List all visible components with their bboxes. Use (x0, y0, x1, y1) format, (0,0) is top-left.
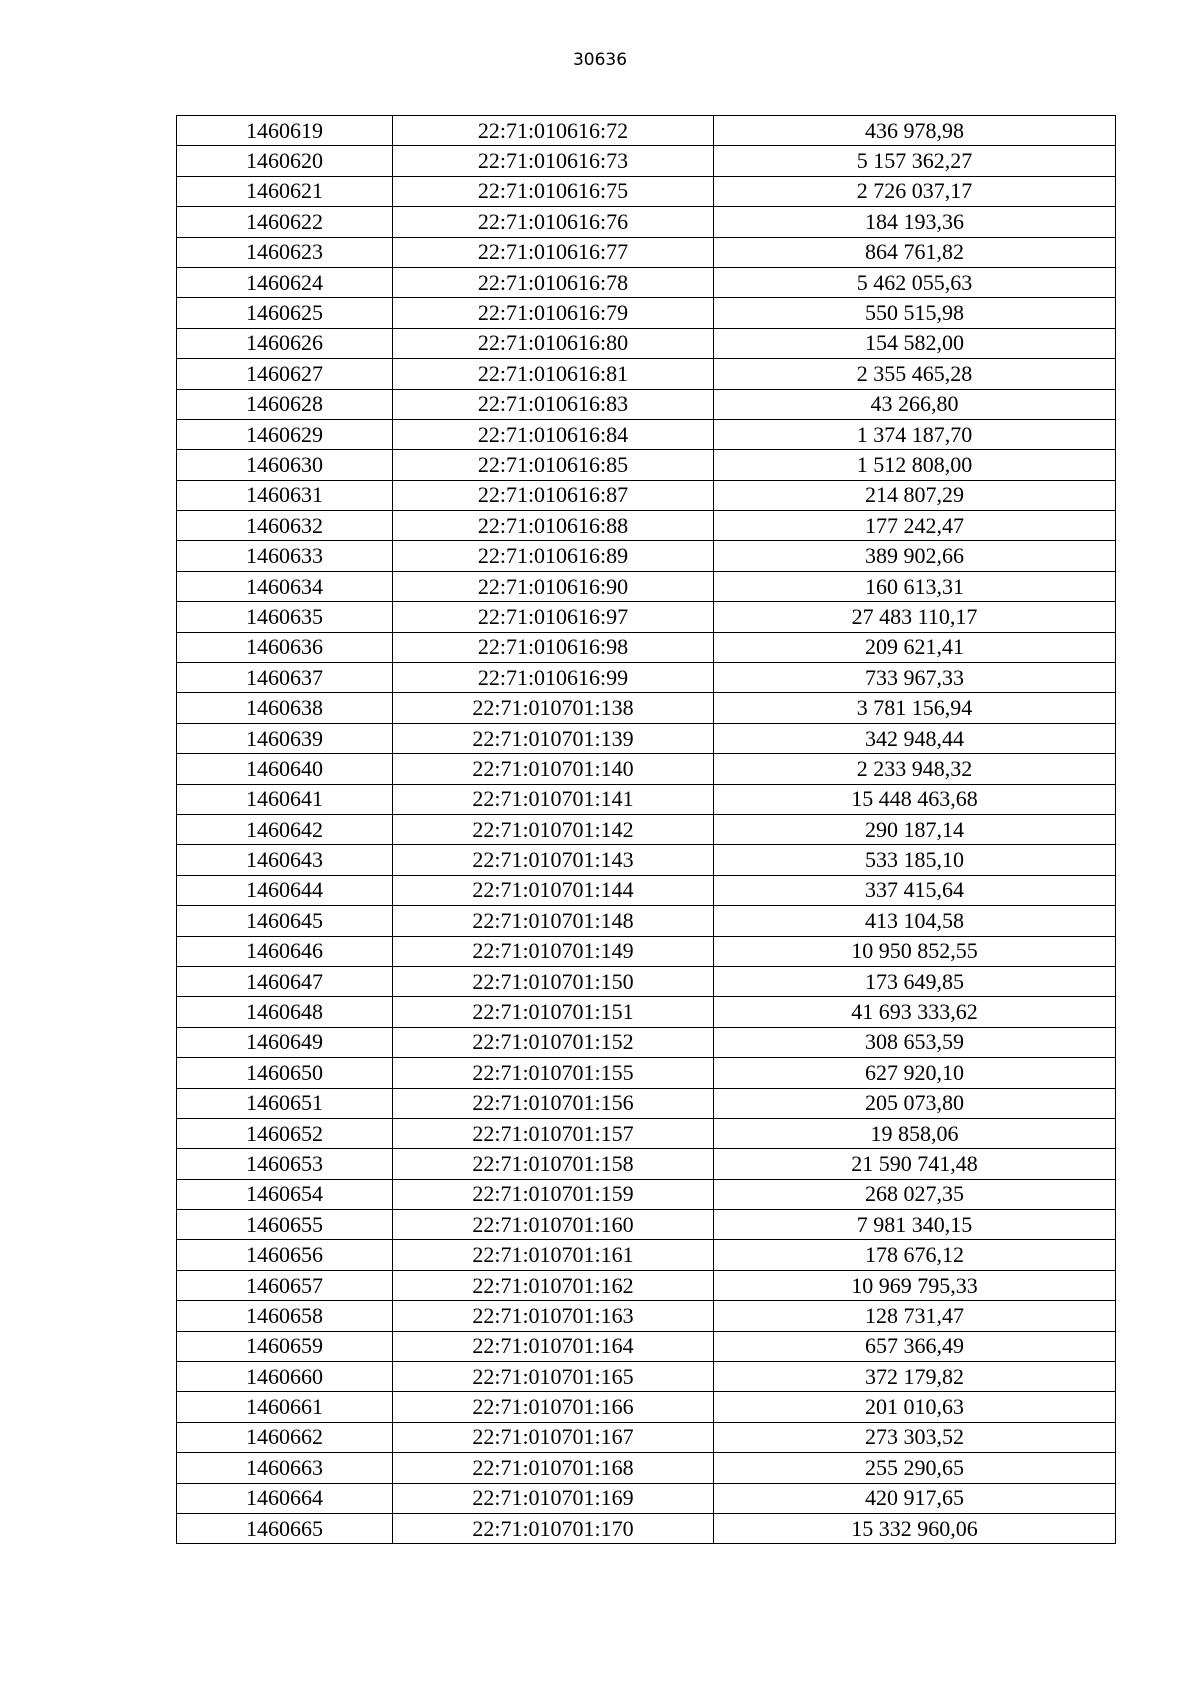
cadastral-number-cell: 22:71:010701:155 (393, 1058, 714, 1088)
cadastral-number-cell: 22:71:010701:143 (393, 845, 714, 875)
row-number-cell: 1460640 (177, 754, 393, 784)
cadastral-value-cell: 533 185,10 (714, 845, 1116, 875)
row-number-cell: 1460624 (177, 267, 393, 297)
table-row (177, 663, 1116, 693)
cadastral-number-cell: 22:71:010616:98 (393, 632, 714, 662)
row-number-cell: 1460661 (177, 1392, 393, 1422)
table-body (177, 116, 1116, 1544)
cadastral-number-cell: 22:71:010701:156 (393, 1088, 714, 1118)
table-row (177, 207, 1116, 237)
row-number-cell: 1460630 (177, 450, 393, 480)
row-number-cell: 1460652 (177, 1118, 393, 1148)
row-number-cell: 1460654 (177, 1179, 393, 1209)
page-number: 30636 (572, 50, 628, 70)
cadastral-value-cell: 7 981 340,15 (714, 1210, 1116, 1240)
row-number-cell: 1460657 (177, 1270, 393, 1300)
cadastral-number-cell: 22:71:010701:139 (393, 723, 714, 753)
table-row (177, 1331, 1116, 1361)
row-number-cell: 1460651 (177, 1088, 393, 1118)
cadastral-value-cell: 550 515,98 (714, 298, 1116, 328)
cadastral-value-cell: 273 303,52 (714, 1422, 1116, 1452)
cadastral-number-cell: 22:71:010701:167 (393, 1422, 714, 1452)
cadastral-number-cell: 22:71:010701:166 (393, 1392, 714, 1422)
cadastral-number-cell: 22:71:010701:161 (393, 1240, 714, 1270)
row-number-cell: 1460628 (177, 389, 393, 419)
table-row (177, 906, 1116, 936)
table-row (177, 298, 1116, 328)
cadastral-value-cell: 308 653,59 (714, 1027, 1116, 1057)
row-number-cell: 1460648 (177, 997, 393, 1027)
cadastral-number-cell: 22:71:010616:89 (393, 541, 714, 571)
cadastral-number-cell: 22:71:010616:88 (393, 511, 714, 541)
row-number-cell: 1460622 (177, 207, 393, 237)
row-number-cell: 1460619 (177, 116, 393, 146)
table-row (177, 1270, 1116, 1300)
cadastral-value-cell: 2 233 948,32 (714, 754, 1116, 784)
row-number-cell: 1460641 (177, 784, 393, 814)
cadastral-value-cell: 128 731,47 (714, 1301, 1116, 1331)
table-row (177, 602, 1116, 632)
table-row (177, 176, 1116, 206)
cadastral-number-cell: 22:71:010701:150 (393, 966, 714, 996)
cadastral-number-cell: 22:71:010701:157 (393, 1118, 714, 1148)
table-row (177, 267, 1116, 297)
row-number-cell: 1460620 (177, 146, 393, 176)
cadastral-value-cell: 2 726 037,17 (714, 176, 1116, 206)
cadastral-value-cell: 10 969 795,33 (714, 1270, 1116, 1300)
cadastral-value-cell: 657 366,49 (714, 1331, 1116, 1361)
cadastral-number-cell: 22:71:010616:79 (393, 298, 714, 328)
row-number-cell: 1460621 (177, 176, 393, 206)
table-row (177, 328, 1116, 358)
cadastral-number-cell: 22:71:010616:84 (393, 419, 714, 449)
table-row (177, 1453, 1116, 1483)
table-row (177, 359, 1116, 389)
cadastral-value-cell: 201 010,63 (714, 1392, 1116, 1422)
cadastral-value-cell: 372 179,82 (714, 1362, 1116, 1392)
row-number-cell: 1460663 (177, 1453, 393, 1483)
cadastral-number-cell: 22:71:010701:158 (393, 1149, 714, 1179)
cadastral-value-cell: 255 290,65 (714, 1453, 1116, 1483)
cadastral-number-cell: 22:71:010701:169 (393, 1483, 714, 1513)
cadastral-value-cell: 733 967,33 (714, 663, 1116, 693)
cadastral-value-cell: 389 902,66 (714, 541, 1116, 571)
cadastral-number-cell: 22:71:010701:162 (393, 1270, 714, 1300)
row-number-cell: 1460658 (177, 1301, 393, 1331)
cadastral-number-cell: 22:71:010701:140 (393, 754, 714, 784)
cadastral-number-cell: 22:71:010616:75 (393, 176, 714, 206)
table-row (177, 966, 1116, 996)
table-row (177, 784, 1116, 814)
cadastral-value-cell: 173 649,85 (714, 966, 1116, 996)
table-row (177, 1149, 1116, 1179)
row-number-cell: 1460645 (177, 906, 393, 936)
table-row (177, 541, 1116, 571)
table-row (177, 1210, 1116, 1240)
cadastral-number-cell: 22:71:010701:170 (393, 1513, 714, 1543)
row-number-cell: 1460625 (177, 298, 393, 328)
cadastral-value-table (176, 115, 1116, 1544)
cadastral-number-cell: 22:71:010616:76 (393, 207, 714, 237)
row-number-cell: 1460626 (177, 328, 393, 358)
row-number-cell: 1460636 (177, 632, 393, 662)
row-number-cell: 1460642 (177, 814, 393, 844)
table-row (177, 237, 1116, 267)
table-row (177, 1362, 1116, 1392)
row-number-cell: 1460631 (177, 480, 393, 510)
cadastral-value-cell: 160 613,31 (714, 571, 1116, 601)
table-row (177, 1118, 1116, 1148)
cadastral-number-cell: 22:71:010701:141 (393, 784, 714, 814)
table-row (177, 754, 1116, 784)
cadastral-number-cell: 22:71:010616:85 (393, 450, 714, 480)
cadastral-value-cell: 41 693 333,62 (714, 997, 1116, 1027)
cadastral-value-cell: 627 920,10 (714, 1058, 1116, 1088)
cadastral-number-cell: 22:71:010616:97 (393, 602, 714, 632)
table-row (177, 146, 1116, 176)
cadastral-number-cell: 22:71:010701:151 (393, 997, 714, 1027)
table-row (177, 571, 1116, 601)
table-row (177, 1483, 1116, 1513)
row-number-cell: 1460635 (177, 602, 393, 632)
table-row (177, 997, 1116, 1027)
table-row (177, 936, 1116, 966)
cadastral-value-cell: 337 415,64 (714, 875, 1116, 905)
row-number-cell: 1460656 (177, 1240, 393, 1270)
table-row (177, 1513, 1116, 1543)
table-row (177, 632, 1116, 662)
table-row (177, 1027, 1116, 1057)
cadastral-number-cell: 22:71:010701:164 (393, 1331, 714, 1361)
cadastral-number-cell: 22:71:010616:72 (393, 116, 714, 146)
cadastral-number-cell: 22:71:010701:149 (393, 936, 714, 966)
cadastral-number-cell: 22:71:010701:165 (393, 1362, 714, 1392)
table-row (177, 693, 1116, 723)
table-row (177, 419, 1116, 449)
row-number-cell: 1460623 (177, 237, 393, 267)
row-number-cell: 1460629 (177, 419, 393, 449)
cadastral-number-cell: 22:71:010701:142 (393, 814, 714, 844)
table-row (177, 814, 1116, 844)
row-number-cell: 1460627 (177, 359, 393, 389)
row-number-cell: 1460650 (177, 1058, 393, 1088)
cadastral-number-cell: 22:71:010616:99 (393, 663, 714, 693)
table-row (177, 116, 1116, 146)
table-row (177, 845, 1116, 875)
cadastral-value-cell: 268 027,35 (714, 1179, 1116, 1209)
cadastral-value-cell: 15 448 463,68 (714, 784, 1116, 814)
table-row (177, 1392, 1116, 1422)
cadastral-value-cell: 2 355 465,28 (714, 359, 1116, 389)
cadastral-value-cell: 864 761,82 (714, 237, 1116, 267)
cadastral-number-cell: 22:71:010701:163 (393, 1301, 714, 1331)
cadastral-number-cell: 22:71:010701:168 (393, 1453, 714, 1483)
cadastral-number-cell: 22:71:010701:144 (393, 875, 714, 905)
cadastral-number-cell: 22:71:010616:81 (393, 359, 714, 389)
cadastral-value-cell: 436 978,98 (714, 116, 1116, 146)
cadastral-number-cell: 22:71:010701:159 (393, 1179, 714, 1209)
cadastral-value-cell: 154 582,00 (714, 328, 1116, 358)
cadastral-value-cell: 21 590 741,48 (714, 1149, 1116, 1179)
table-row (177, 1240, 1116, 1270)
row-number-cell: 1460634 (177, 571, 393, 601)
table-row (177, 1422, 1116, 1452)
row-number-cell: 1460660 (177, 1362, 393, 1392)
table-row (177, 723, 1116, 753)
row-number-cell: 1460653 (177, 1149, 393, 1179)
cadastral-value-cell: 3 781 156,94 (714, 693, 1116, 723)
cadastral-value-cell: 177 242,47 (714, 511, 1116, 541)
cadastral-number-cell: 22:71:010701:138 (393, 693, 714, 723)
table-row (177, 1088, 1116, 1118)
cadastral-value-cell: 19 858,06 (714, 1118, 1116, 1148)
cadastral-value-cell: 5 462 055,63 (714, 267, 1116, 297)
cadastral-number-cell: 22:71:010701:160 (393, 1210, 714, 1240)
table-row (177, 511, 1116, 541)
cadastral-value-cell: 1 374 187,70 (714, 419, 1116, 449)
cadastral-number-cell: 22:71:010701:152 (393, 1027, 714, 1057)
table-row (177, 1301, 1116, 1331)
cadastral-value-cell: 420 917,65 (714, 1483, 1116, 1513)
table-row (177, 389, 1116, 419)
cadastral-number-cell: 22:71:010616:73 (393, 146, 714, 176)
row-number-cell: 1460659 (177, 1331, 393, 1361)
row-number-cell: 1460632 (177, 511, 393, 541)
row-number-cell: 1460665 (177, 1513, 393, 1543)
row-number-cell: 1460644 (177, 875, 393, 905)
cadastral-value-cell: 205 073,80 (714, 1088, 1116, 1118)
cadastral-number-cell: 22:71:010701:148 (393, 906, 714, 936)
cadastral-value-cell: 342 948,44 (714, 723, 1116, 753)
cadastral-value-cell: 43 266,80 (714, 389, 1116, 419)
cadastral-value-cell: 10 950 852,55 (714, 936, 1116, 966)
row-number-cell: 1460637 (177, 663, 393, 693)
cadastral-value-cell: 1 512 808,00 (714, 450, 1116, 480)
table-row (177, 1058, 1116, 1088)
cadastral-number-cell: 22:71:010616:83 (393, 389, 714, 419)
cadastral-value-cell: 27 483 110,17 (714, 602, 1116, 632)
cadastral-value-cell: 209 621,41 (714, 632, 1116, 662)
cadastral-value-cell: 290 187,14 (714, 814, 1116, 844)
cadastral-value-cell: 184 193,36 (714, 207, 1116, 237)
row-number-cell: 1460647 (177, 966, 393, 996)
row-number-cell: 1460646 (177, 936, 393, 966)
cadastral-value-cell: 5 157 362,27 (714, 146, 1116, 176)
row-number-cell: 1460664 (177, 1483, 393, 1513)
row-number-cell: 1460643 (177, 845, 393, 875)
cadastral-number-cell: 22:71:010616:78 (393, 267, 714, 297)
table-row (177, 1179, 1116, 1209)
cadastral-value-cell: 214 807,29 (714, 480, 1116, 510)
cadastral-value-cell: 178 676,12 (714, 1240, 1116, 1270)
table-row (177, 480, 1116, 510)
cadastral-number-cell: 22:71:010616:87 (393, 480, 714, 510)
cadastral-number-cell: 22:71:010616:80 (393, 328, 714, 358)
cadastral-number-cell: 22:71:010616:77 (393, 237, 714, 267)
row-number-cell: 1460662 (177, 1422, 393, 1452)
table-row (177, 875, 1116, 905)
cadastral-value-cell: 15 332 960,06 (714, 1513, 1116, 1543)
row-number-cell: 1460638 (177, 693, 393, 723)
row-number-cell: 1460633 (177, 541, 393, 571)
cadastral-number-cell: 22:71:010616:90 (393, 571, 714, 601)
row-number-cell: 1460639 (177, 723, 393, 753)
row-number-cell: 1460649 (177, 1027, 393, 1057)
row-number-cell: 1460655 (177, 1210, 393, 1240)
table-row (177, 450, 1116, 480)
cadastral-value-cell: 413 104,58 (714, 906, 1116, 936)
